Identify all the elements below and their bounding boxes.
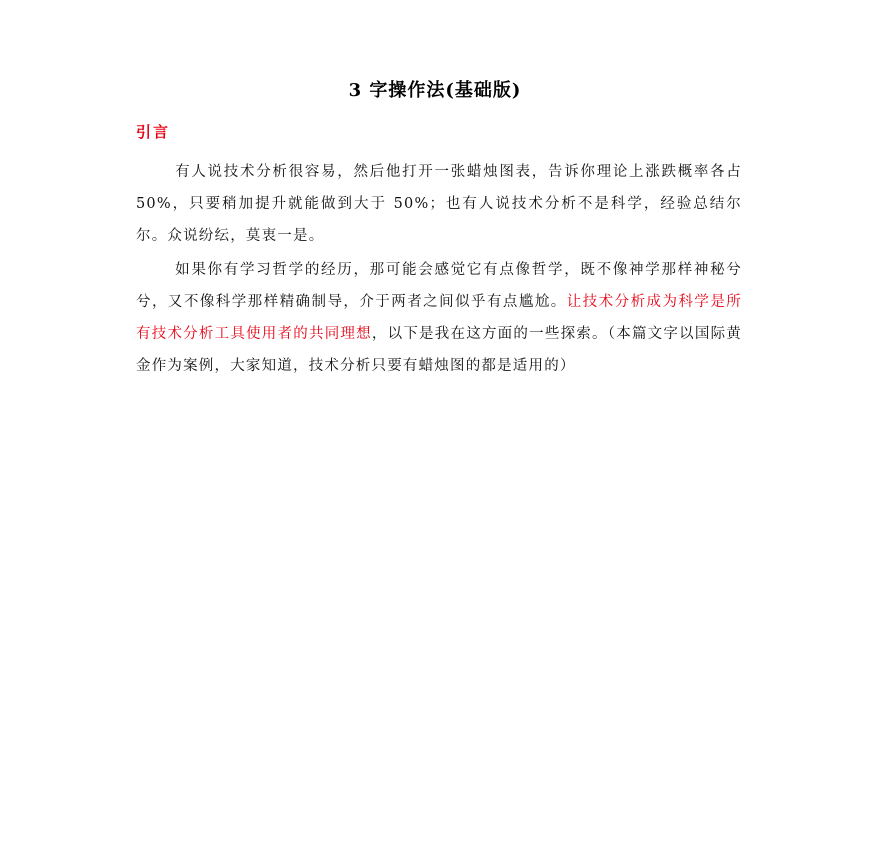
- document-body: [136, 156, 742, 384]
- document-title: 3 字操作法(基础版): [348, 80, 522, 101]
- paragraph-2: [136, 254, 742, 382]
- paragraph-2-highlight: 让技术分析成为科学是所有技术分析工具使用者的共同理想: [136, 294, 743, 342]
- paragraph-2-text-start: 如果你有学习哲学的经历，那可能会感觉它有点像哲学，既不像神学那样神秘兮兮，又不像科学那样精确制导，介于两者之间似乎有点尴尬。: [136, 262, 742, 310]
- paragraph-1: 有人说技术分析很容易，然后他打开一张蜡烛图表，告诉你理论上涨跌概率各占 50%，只要稍加提升就能做到大于 50%；也有人说技术分析不是科学，经验总结尔尔。众说纷纭，莫衷一是。: [136, 164, 742, 244]
- paragraph-2-text-end: ，以下是我在这方面的一些探索。（本篇文字以国际黄金作为案例，大家知道，技术分析只要有蜡烛图的都是适用的）: [136, 326, 742, 374]
- section-heading-introduction: 引言: [136, 123, 171, 141]
